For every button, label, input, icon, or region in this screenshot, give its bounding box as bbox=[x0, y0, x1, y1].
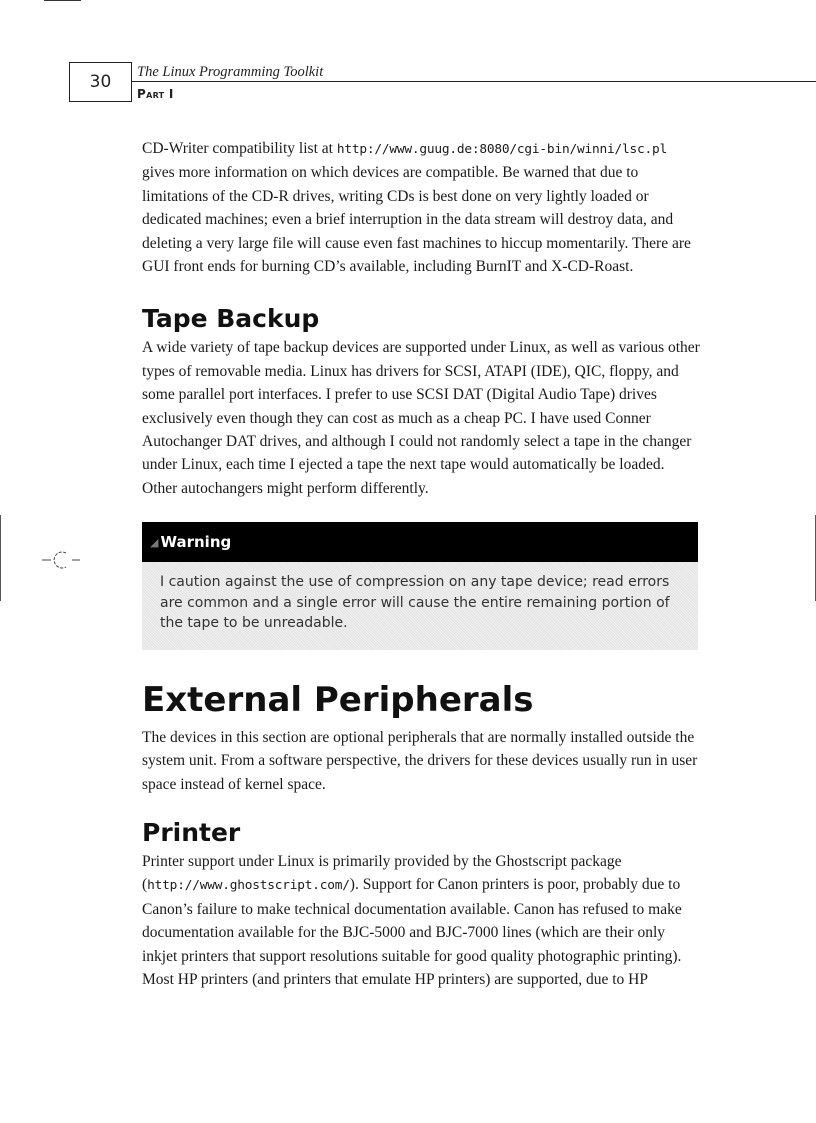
warning-box bbox=[142, 522, 698, 650]
cdr-url: http://www.guug.de:8080/cgi-bin/winni/lsc.pl bbox=[336, 142, 668, 157]
cdr-text-prefix: CD-Writer compatibility list at bbox=[142, 140, 337, 157]
cdr-paragraph bbox=[142, 137, 702, 278]
warning-body: I caution against the use of compression on any tape device; read errors are common and a single error will cause the entire remaining portion of the tape to be unreadable. bbox=[142, 562, 698, 650]
registration-mark-icon bbox=[42, 548, 84, 572]
external-peripherals-heading: External Peripherals bbox=[142, 679, 534, 720]
tape-backup-paragraph: A wide variety of tape backup devices are supported under Linux, as well as various other types of removable media. Linux has drivers for SCSI, ATAPI (IDE), QIC, floppy, and some parallel port interfaces. I prefer to use SCSI DAT (Digital Audio Tape) drives exclusively even though they can cost as much as a cheap PC. I have used Conner Autochanger DAT drives, and although I could not randomly select a tape in the changer under Linux, each time I ejected a tape the next tape would automatically be loaded. Other autochangers might perform differently. bbox=[142, 339, 700, 497]
header-rule bbox=[132, 81, 816, 82]
tape-backup-heading: Tape Backup bbox=[142, 304, 320, 334]
printer-heading: Printer bbox=[142, 818, 241, 847]
printer-url: http://www.ghostscript.com/ bbox=[147, 878, 350, 894]
warning-title: Warning bbox=[160, 533, 232, 552]
left-crop-mark bbox=[0, 515, 1, 601]
printer-paragraph bbox=[142, 850, 702, 991]
printer-text-prefix: Printer support under Linux is primarily provided by the Ghostscript package ( bbox=[142, 853, 622, 894]
external-peripherals-paragraph: The devices in this section are optional peripherals that are normally installed outside the system unit. From a software perspective, the drivers for these devices usually run in user space instead of kernel space. bbox=[142, 728, 698, 793]
page-number-box bbox=[69, 62, 132, 102]
warning-corner-icon: ◢ bbox=[150, 535, 159, 549]
running-title: The Linux Programming Toolkit bbox=[137, 64, 324, 80]
page-number: 30 bbox=[89, 72, 112, 92]
top-crop-line bbox=[44, 0, 81, 1]
part-label: Part I bbox=[137, 87, 174, 101]
warning-header bbox=[142, 522, 698, 562]
page-content bbox=[142, 137, 702, 991]
cdr-text-rest: gives more information on which devices are compatible. Be warned that due to limitations of the CD-R drives, writing CDs is best done on very lightly loaded or dedicated machines; even a brief interruption in the data stream will destroy data, and deleting a very large file will cause even fast machines to hiccup momentarily. There are GUI front ends for burning CD’s available, including BurnIT and X-CD-Roast. bbox=[142, 164, 691, 276]
printer-text-rest: ). Support for Canon printers is poor, probably due to Canon’s failure to make technical documentation available. Canon has refused to make documentation available for the BJC-5000 and BJC-7000 lines (which are their only inkjet printers that support resolutions suitable for good quality photographic printing). Most HP printers (and printers that emulate HP printers) are supported, due to HP bbox=[142, 876, 682, 989]
